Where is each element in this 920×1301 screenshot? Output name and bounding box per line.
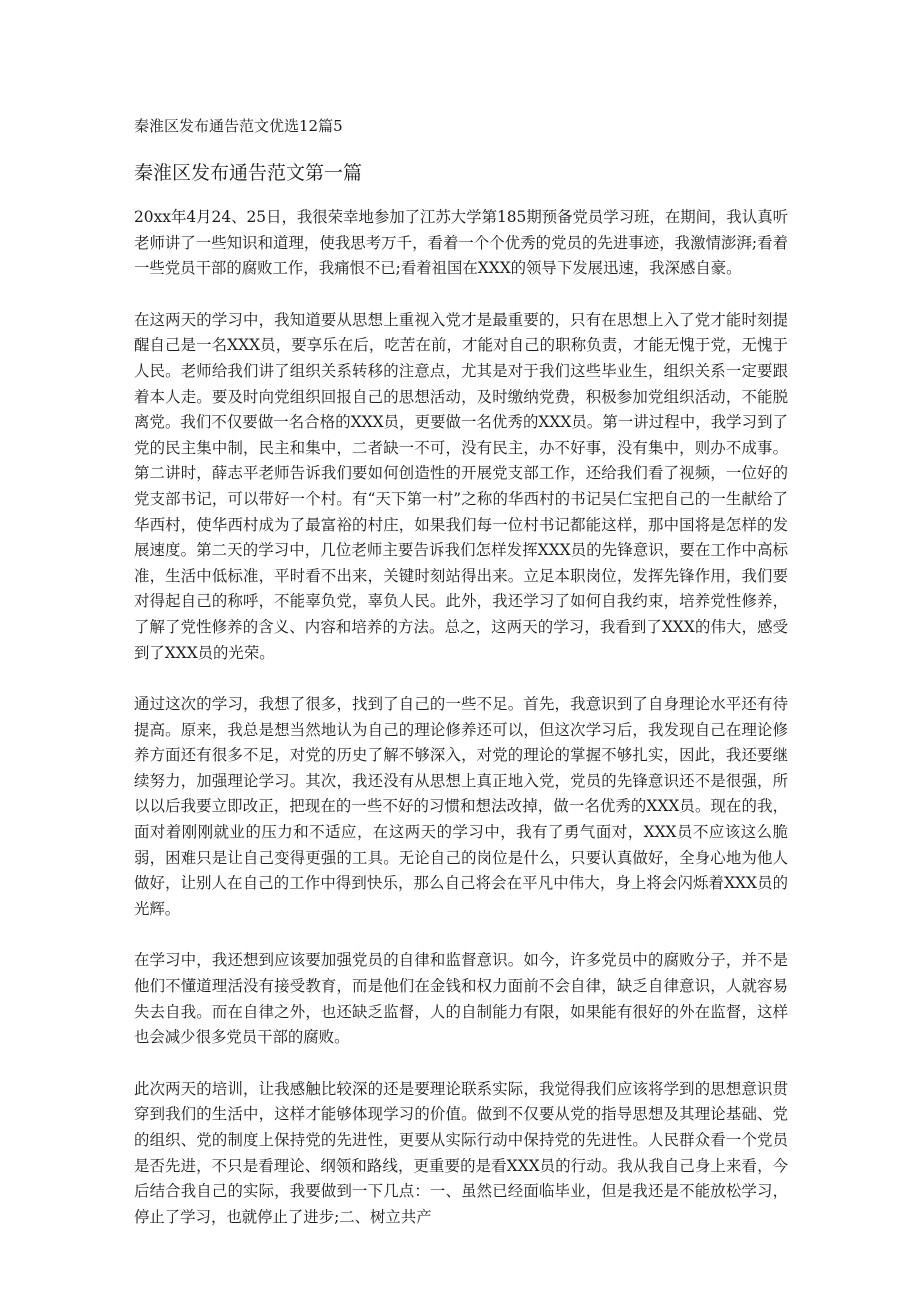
document-body xyxy=(134,205,788,1256)
paragraph: 通过这次的学习，我想了很多，找到了自己的一些不足。首先，我意识到了自身理论水平还有待提高。原来，我总是想当然地认为自己的理论修养还可以，但这次学习后，我发现自己在理论修养方面还有很多不足，对党的历史了解不够深入，对党的理论的掌握不够扎实，因此，我还要继续努力，加强理论学习。其次，我还没有从思想上真正地入党，党员的先锋意识还不是很强，所以以后我要立即改正，把现在的一些不好的习惯和想法改掉，做一名优秀的XXX员。现在的我，面对着刚刚就业的压力和不适应，在这两天的学习中，我有了勇气面对，XXX员不应该这么脆弱，困难只是让自己变得更强的工具。无论自己的岗位是什么，只要认真做好，全身心地为他人做好，让别人在自己的工作中得到快乐，那么自己将会在平凡中伟大，身上将会闪烁着XXX员的光辉。 xyxy=(134,695,788,918)
paragraph: 此次两天的培训，让我感触比较深的还是要理论联系实际，我觉得我们应该将学到的思想意识贯穿到我们的生活中，这样才能够体现学习的价值。做到不仅要从党的指导思想及其理论基础、党的组织、党的制度上保持党的先进性，更要从实际行动中保持党的先进性。人民群众看一个党员是否先进，不只是看理论、纲领和路线，更重要的是看XXX员的行动。我从我自己身上来看，今后结合我自己的实际，我要做到一下几点：一、虽然已经面临毕业，但是我还是不能放松学习，停止了学习，也就停止了进步;二、树立共产 xyxy=(134,1079,788,1226)
paragraph: 在学习中，我还想到应该要加强党员的自律和监督意识。如今，许多党员中的腐败分子，并不是他们不懂道理活没有接受教育，而是他们在金钱和权力面前不会自律，缺乏自律意识，人就容易失去自我。而在自律之外，也还缺乏监督，人的自制能力有限，如果能有很好的外在监督，这样也会减少很多党员干部的腐败。 xyxy=(134,951,788,1047)
paragraph: 20xx年4月24、25日，我很荣幸地参加了江苏大学第185期预备党员学习班，在期间，我认真听老师讲了一些知识和道理，使我思考万千，看着一个个优秀的党员的先进事迹，我激情澎湃;看着一些党员干部的腐败工作，我痛恨不已;看着祖国在XXX的领导下发展迅速，我深感自豪。 xyxy=(134,208,788,278)
section-title: 秦淮区发布通告范文第一篇 xyxy=(134,162,363,184)
paragraph: 在这两天的学习中，我知道要从思想上重视入党才是最重要的，只有在思想上入了党才能时刻提醒自己是一名XXX员，要享乐在后，吃苦在前，才能对自己的职称负责，才能无愧于党，无愧于人民。老师给我们讲了组织关系转移的注意点，尤其是对于我们这些毕业生，组织关系一定要跟着本人走。要及时向党组织回报自己的思想活动，及时缴纳党费，积极参加党组织活动，不能脱离党。我们不仅要做一名合格的XXX员，更要做一名优秀的XXX员。第一讲过程中，我学习到了党的民主集中制，民主和集中，二者缺一不可，没有民主，办不好事，没有集中，则办不成事。第二讲时，薛志平老师告诉我们要如何创造性的开展党支部工作，还给我们看了视频，一位好的党支部书记，可以带好一个村。有“天下第一村”之称的华西村的书记吴仁宝把自己的一生献给了华西村，使华西村成为了最富裕的村庄，如果我们每一位村书记都能这样，那中国将是怎样的发展速度。第二天的学习中，几位老师主要告诉我们怎样发挥XXX员的先锋意识，要在工作中高标准，生活中低标准，平时看不出来，关键时刻站得出来。立足本职岗位，发挥先锋作用，我们要对得起自己的称呼，不能辜负党，辜负人民。此外，我还学习了如何自我约束，培养党性修养，了解了党性修养的含义、内容和培养的方法。总之，这两天的学习，我看到了XXX的伟大，感受到了XXX员的光荣。 xyxy=(134,310,788,662)
document-title: 秦淮区发布通告范文优选12篇5 xyxy=(134,117,343,135)
